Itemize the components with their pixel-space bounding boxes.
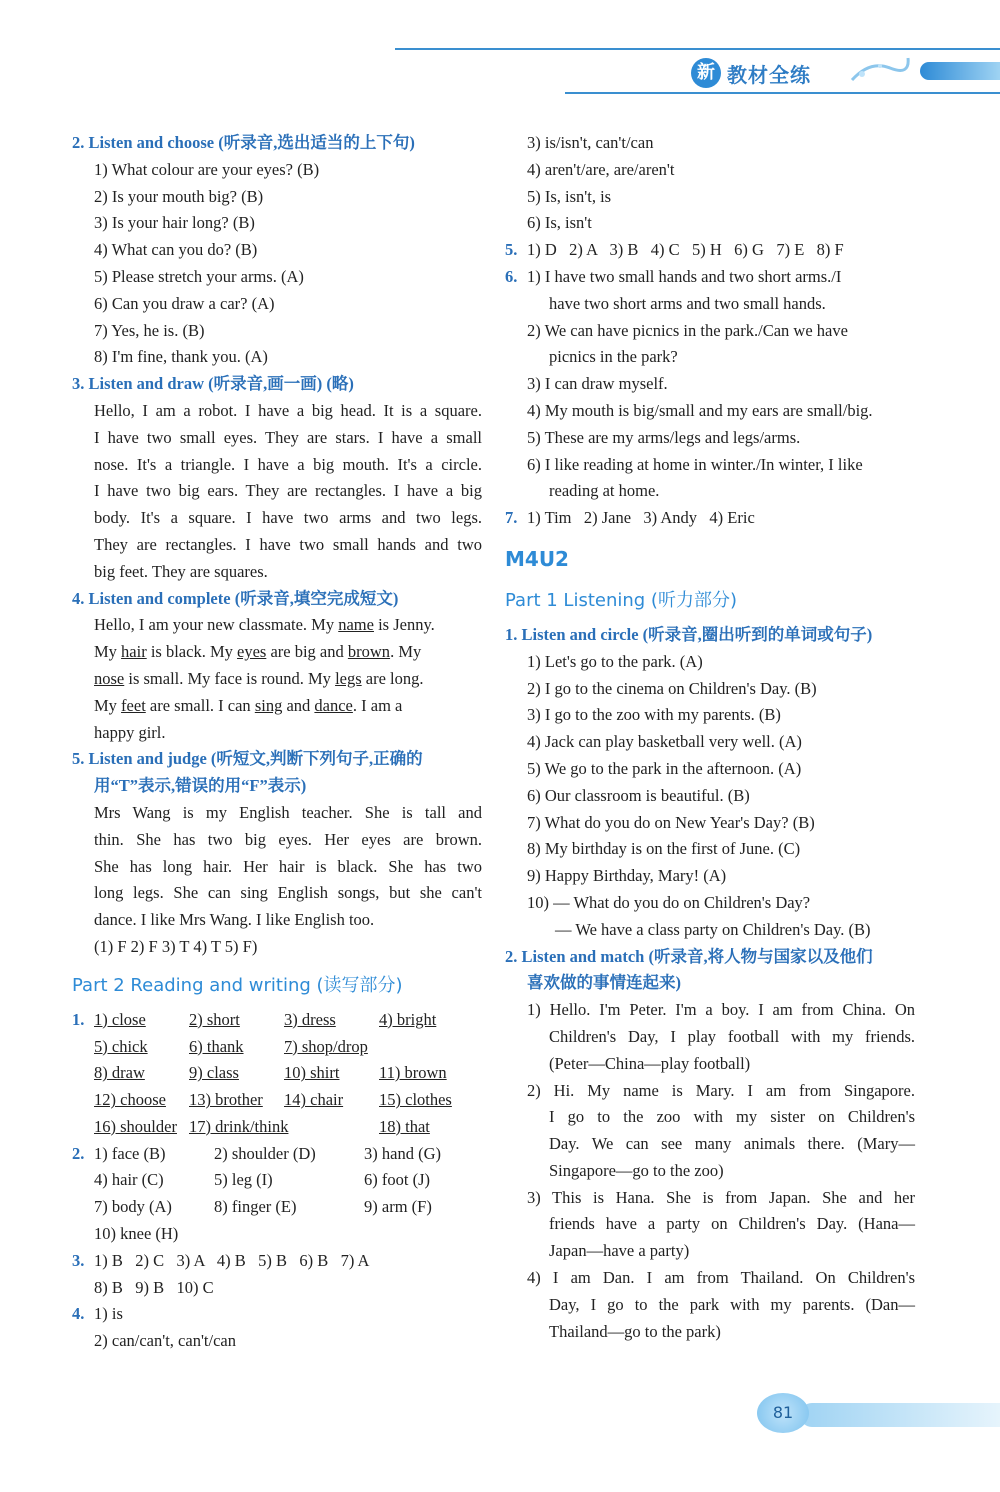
filled-blank: dance xyxy=(314,695,353,715)
answer-line: 10) — What do you do on Children's Day? xyxy=(527,892,811,912)
passage-line: Hello, I am a robot. I have a big head. It is a square. xyxy=(94,400,482,420)
answer-line: Day. We can see many animals there. (Mary— xyxy=(549,1134,915,1154)
answer-line: 3) I go to the zoo with my parents. (B) xyxy=(527,705,781,725)
answer-line: reading at home. xyxy=(549,481,660,501)
passage-line: happy girl. xyxy=(94,722,166,742)
answer-line: 5) Please stretch your arms. (A) xyxy=(94,266,304,286)
answer-line: Thailand—go to the park) xyxy=(549,1321,721,1341)
answer-line: (1) F 2) F 3) T 4) T 5) F) xyxy=(94,936,258,956)
answer-line: have two short arms and two small hands. xyxy=(549,293,826,313)
header-accent-bar xyxy=(920,62,1000,80)
filled-blank: brown xyxy=(347,642,391,662)
answer-line: 3) This is Hana. She is from Japan. She and her xyxy=(527,1187,915,1207)
question-heading: 1. Listen and circle (听录音,圈出听到的单词或句子) xyxy=(505,624,873,644)
answer-line: 1) Let's go to the park. (A) xyxy=(527,651,703,671)
answer-row: 2) can/can't, can't/can xyxy=(94,1331,236,1351)
answer-line: 1) What colour are your eyes? (B) xyxy=(94,159,320,179)
section-title: Part 1 Listening (听力部分) xyxy=(505,589,737,611)
right-column xyxy=(505,130,915,1345)
passage-line: Mrs Wang is my English teacher. She is tall and xyxy=(94,802,482,822)
series-title: 教材全练 xyxy=(727,63,811,87)
answer-line: 3) Is your hair long? (B) xyxy=(94,213,255,233)
answer-group: 4. 1) is xyxy=(72,1304,123,1324)
answer-line: 5) These are my arms/legs and legs/arms. xyxy=(527,427,801,447)
question-heading: 3. Listen and draw (听录音,画一画) (略) xyxy=(72,374,354,394)
answer-line: 4) What can you do? (B) xyxy=(94,240,258,260)
answer-group: 1. 1) close 2) short 3) dress 4) bright xyxy=(72,1009,437,1029)
answer-line: 9) Happy Birthday, Mary! (A) xyxy=(527,866,727,886)
section-title: Part 2 Reading and writing (读写部分) xyxy=(72,974,403,996)
answer-line: 7) What do you do on New Year's Day? (B) xyxy=(527,812,815,832)
passage-line: She has long hair. Her hair is black. She has two xyxy=(94,856,482,876)
passage-line: My feet are small. I can sing and dance. I am a xyxy=(94,695,403,715)
answer-line: 5) We go to the park in the afternoon. (A) xyxy=(527,758,802,778)
answer-line: 5) Is, isn't, is xyxy=(527,186,612,206)
answer-line: 2) Is your mouth big? (B) xyxy=(94,186,264,206)
question-heading: 2. Listen and choose (听录音,选出适当的上下句) xyxy=(72,133,415,152)
answer-line: 6) Can you draw a car? (A) xyxy=(94,293,275,313)
answer-row: 4) hair (C) 5) leg (I) 6) foot (J) xyxy=(94,1170,430,1190)
header-rule-lower xyxy=(565,92,1000,94)
filled-blank: name xyxy=(338,615,374,635)
question-heading: 2. Listen and match (听录音,将人物与国家以及他们 xyxy=(505,946,873,966)
answer-group: 5. 1) D 2) A 3) B 4) C 5) H 6) G 7) E 8) F xyxy=(505,240,844,260)
filled-blank: eyes xyxy=(237,642,267,662)
filled-blank: feet xyxy=(121,695,146,715)
answer-line: 2) We can have picnics in the park./Can we have xyxy=(527,320,848,340)
answer-line: 7) Yes, he is. (B) xyxy=(94,320,205,340)
series-logo-icon: 新 xyxy=(691,58,721,88)
passage-line: big feet. They are squares. xyxy=(94,561,268,581)
answer-line: friends have a party on Children's Day. (Hana— xyxy=(549,1214,915,1234)
answer-line: 8) My birthday is on the first of June. (C) xyxy=(527,839,801,859)
answer-line: 2) Hi. My name is Mary. I am from Singapore. xyxy=(527,1080,915,1100)
passage-line: long legs. She can sing English songs, but she can't xyxy=(94,883,482,903)
footer-accent-bar xyxy=(800,1403,1000,1427)
answer-line: 8) I'm fine, thank you. (A) xyxy=(94,347,268,367)
answer-line: 4) I am Dan. I am from Thailand. On Children's xyxy=(527,1268,915,1288)
answer-line: Children's Day, I play football with my friends. xyxy=(549,1026,915,1046)
answer-line: I go to the zoo with my sister on Children's xyxy=(549,1107,915,1127)
passage-line: They are rectangles. I have two small hands and two xyxy=(94,534,482,554)
answer-group: 7. 1) Tim 2) Jane 3) Andy 4) Eric xyxy=(505,508,755,528)
answer-group: 2. 1) face (B) 2) shoulder (D) 3) hand (G) xyxy=(72,1143,441,1163)
answer-line: picnics in the park? xyxy=(549,347,678,367)
answer-group: 6. 1) I have two small hands and two short arms./I xyxy=(505,266,842,286)
passage-line: dance. I like Mrs Wang. I like English too. xyxy=(94,910,375,930)
filled-blank: legs xyxy=(335,668,362,688)
header-rule xyxy=(395,48,1000,50)
page-footer xyxy=(745,1385,1000,1475)
answer-line: (Peter—China—play football) xyxy=(549,1053,751,1073)
answer-line: — We have a class party on Children's Day. (B) xyxy=(555,919,871,939)
passage-line: body. It's a square. I have two arms and two legs. xyxy=(94,508,482,528)
question-heading-cont: 喜欢做的事情连起来) xyxy=(527,973,681,993)
passage-line: thin. She has two big eyes. Her eyes are brown. xyxy=(94,829,482,849)
page-number: 81 xyxy=(757,1393,809,1433)
passage-line: Hello, I am your new classmate. My name is Jenny. xyxy=(94,615,435,635)
answer-row: 5) chick 6) thank 7) shop/drop xyxy=(94,1036,368,1056)
passage-line: nose is small. My face is round. My legs are long. xyxy=(94,668,424,688)
answer-line: 3) I can draw myself. xyxy=(527,374,668,394)
answer-line: Singapore—go to the zoo) xyxy=(549,1160,724,1180)
answer-row: 16) shoulder 17) drink/think 18) that xyxy=(94,1116,430,1136)
answer-line: 3) is/isn't, can't/can xyxy=(527,133,654,152)
answer-line: 4) My mouth is big/small and my ears are small/big. xyxy=(527,400,873,420)
passage-line: nose. It's a triangle. I have a big mouth. It's a circle. xyxy=(94,454,482,474)
question-heading: 4. Listen and complete (听录音,填空完成短文) xyxy=(72,588,399,608)
answer-line: 4) Jack can play basketball very well. (A) xyxy=(527,732,802,752)
answer-row: 8) draw 9) class 10) shirt 11) brown xyxy=(94,1063,447,1083)
answer-line: Japan—have a party) xyxy=(549,1241,690,1261)
answer-row: 12) choose 13) brother 14) chair 15) clothes xyxy=(94,1090,452,1110)
answer-line: 6) Is, isn't xyxy=(527,213,592,233)
answer-line: 6) I like reading at home in winter./In winter, I like xyxy=(527,454,863,474)
filled-blank: hair xyxy=(121,642,147,662)
answer-group: 3. 1) B 2) C 3) A 4) B 5) B 6) B 7) A xyxy=(72,1250,370,1270)
answer-row: 8) B 9) B 10) C xyxy=(94,1277,214,1297)
answer-line: 2) I go to the cinema on Children's Day. (B) xyxy=(527,678,817,698)
passage-line: I have two big ears. They are rectangles. I have a big xyxy=(94,481,482,501)
pen-swoosh-icon xyxy=(850,54,910,86)
unit-title: M4U2 xyxy=(505,546,569,571)
answer-line: 6) Our classroom is beautiful. (B) xyxy=(527,785,750,805)
answer-line: 1) Hello. I'm Peter. I'm a boy. I am from China. On xyxy=(527,1000,915,1020)
answer-row: 7) body (A) 8) finger (E) 9) arm (F) xyxy=(94,1197,432,1217)
question-heading: 5. Listen and judge (听短文,判断下列句子,正确的 xyxy=(72,749,423,769)
answer-row: 10) knee (H) xyxy=(94,1224,179,1244)
answer-line: 4) aren't/are, are/aren't xyxy=(527,159,675,179)
question-heading-cont: 用“T”表示,错误的用“F”表示) xyxy=(94,776,307,796)
passage-line: My hair is black. My eyes are big and brown. My xyxy=(94,642,422,662)
answer-line: Day, I go to the park with my parents. (Dan— xyxy=(549,1294,915,1314)
filled-blank: sing xyxy=(254,695,283,715)
filled-blank: nose xyxy=(94,668,125,688)
left-column xyxy=(72,130,482,1355)
passage-line: I have two small eyes. They are stars. I have a small xyxy=(94,427,482,447)
page-header xyxy=(395,40,1000,100)
